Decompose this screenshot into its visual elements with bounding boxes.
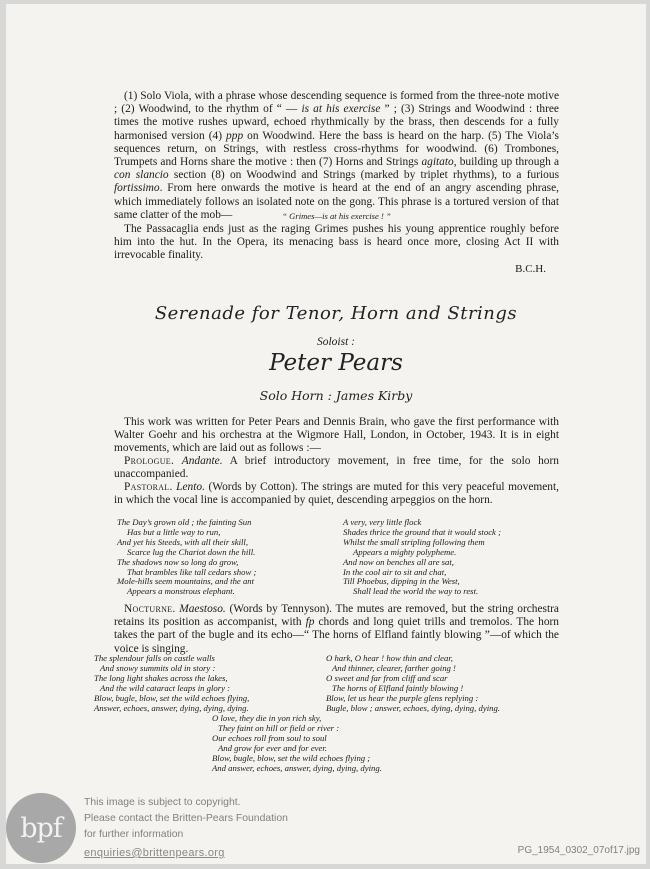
intro-text: on Woodwind. Here the bass is heard on the harp. (5) The Viola’s sequences return, on Strings, with restless cross-rhythms for woodwind. (6) Trombones, Trumpets and Horns share the motive : then (7) Horns and Strings (114, 129, 559, 169)
soloist-label: Soloist : (316, 336, 355, 348)
poem-line: Till Phoebus, dipping in the West, (343, 576, 460, 587)
nocturne-tempo: Maestoso. (179, 603, 226, 615)
intro-italic: is at his exercise (301, 103, 381, 116)
pastoral-text: (Words by Cotton). The strings are muted for this very peaceful movement, in which the vocal line is accompanied by quiet, descending arpeggios on the horn. (114, 481, 560, 507)
further-info-notice: for further information (84, 829, 184, 840)
intro-text: . From here onwards the motive is heard at the end of an angry ascending phrase, which immediately follows an isolated note on the gong. This phrase is a tortured version of that same clatter of the mob— (114, 182, 559, 221)
nocturne-paragraph (114, 603, 559, 656)
contact-email-link[interactable]: enquiries@brittenpears.org (84, 847, 225, 859)
intro-text: ” ; (3) Strings and Woodwind : three times the motive rushes upward, echoed rhythmically by the brass, then descends for a fully harmonised version (4) (114, 103, 559, 142)
serenade-title: Serenade for Tenor, Horn and Strings (154, 303, 518, 324)
nocturne-poem-center (212, 714, 382, 773)
nocturne-text: (Words by Tennyson). The mutes are removed, but the string orchestra retains its position as accompanist, with (114, 603, 559, 629)
poem-line: The splendour falls on castle walls (94, 653, 215, 663)
poem-line: Appears a mighty polypheme. (353, 546, 457, 557)
poem-line: The horns of Elfland faintly blowing ! (332, 682, 464, 693)
nocturne-text: chords and long quiet trills and tremolos. The horn takes the part of the bugle and its echo—“ The horns of Elfland faintly blowing ”—of which the voice is singing. (114, 616, 559, 655)
poem-line: The shadows now so long do grow, (117, 556, 239, 567)
intro-italic: fortissimo (114, 182, 160, 195)
poem-line: Bugle, blow ; answer, echoes, dying, dying, dying. (326, 702, 500, 713)
intro-text: (1) Solo Viola, with a phrase whose descending sequence is formed from the three-note motive ; (2) Woodwind, to the rhythm of “ — (114, 90, 559, 116)
pastoral-paragraph (114, 481, 559, 507)
prologue-paragraph (114, 455, 559, 481)
poem-line: Mole-hills seem mountains, and the ant (117, 576, 255, 587)
pastoral-tempo: Lento. (176, 481, 205, 493)
poem-line: O love, they die in yon rich sky, (212, 713, 322, 723)
soloist-name: Peter Pears (269, 350, 403, 376)
document-page (6, 4, 646, 864)
nocturne-poem-right (326, 654, 500, 713)
poem-line: Appears a monstrous elephant. (127, 586, 235, 597)
grimes-quote: “ Grimes—is at his exercise ! ” (282, 211, 391, 221)
bpf-logo: bpf (6, 793, 76, 863)
intro-paragraph (114, 90, 559, 222)
poem-line: The Day’s grown old ; the fainting Sun (117, 517, 252, 527)
passacaglia-text: The Passacaglia ends just as the raging Grimes pushes his young apprentice roughly before him into the hut. In the Opera, its menacing bass is heard once more, closing Act II with irrevocable finality. (114, 223, 559, 262)
poem-line: A very, very little flock (343, 517, 422, 527)
poem-line: Blow, bugle, blow, set the wild echoes flying, (94, 692, 250, 703)
signature: B.C.H. (515, 263, 546, 275)
poem-line: And the wild cataract leaps in glory : (100, 682, 231, 693)
pastoral-poem-right (343, 518, 501, 597)
serenade-intro (114, 416, 559, 456)
intro-italic: agitato (421, 156, 454, 169)
poem-line: In the cool air to sit and chat, (343, 566, 447, 577)
nocturne-poem-left (94, 654, 249, 713)
poem-line: And answer, echoes, answer, dying, dying, dying. (212, 762, 382, 773)
intro-italic: con slancio (114, 169, 169, 182)
prologue-label: Prologue. (124, 455, 175, 467)
poem-line: Answer, echoes, answer, dying, dying, dying. (94, 702, 249, 713)
pastoral-label: Pastoral. (124, 481, 173, 493)
poem-line: And yet his Steeds, with all their skill, (117, 536, 249, 547)
poem-line: And now on benches all are sat, (343, 556, 454, 567)
poem-line: Blow, let us hear the purple glens replying : (326, 692, 479, 703)
poem-line: Shall lead the world the way to rest. (353, 586, 479, 597)
poem-line: Blow, bugle, blow, set the wild echoes flying ; (212, 752, 371, 763)
poem-line: Our echoes roll from soul to soul (212, 732, 327, 743)
contact-notice: Please contact the Britten-Pears Foundation (84, 813, 288, 824)
poem-line: O hark, O hear ! how thin and clear, (326, 653, 453, 663)
nocturne-label: Nocturne. (124, 603, 176, 615)
prologue-text: A brief introductory movement, in free time, for the solo horn unaccompanied. (114, 455, 559, 481)
poem-line: Shades thrice the ground that it would stock ; (343, 526, 501, 537)
nocturne-fp: fp (305, 616, 315, 629)
poem-line: Has but a little way to run, (127, 526, 221, 537)
poem-line: That brambles like tall cedars show ; (127, 566, 257, 577)
poem-line: The long light shakes across the lakes, (94, 672, 228, 683)
copyright-notice: This image is subject to copyright. (84, 797, 241, 808)
intro-italic: ppp (226, 129, 244, 142)
poem-line: They faint on hill or field or river : (218, 722, 340, 733)
solo-horn: Solo Horn : James Kirby (259, 388, 413, 403)
poem-line: And grow for ever and for ever. (218, 742, 327, 753)
poem-line: O sweet and far from cliff and scar (326, 672, 448, 683)
intro-text: section (8) on Woodwind and Strings (marked by triplet rhythms), to a furious (168, 169, 559, 182)
pastoral-poem-left (117, 518, 256, 597)
poem-line: And thinner, clearer, farther going ! (332, 662, 456, 673)
intro-text: , building up through a (453, 156, 559, 169)
poem-line: Scarce lug the Chariot down the hill. (127, 546, 256, 557)
poem-line: And snowy summits old in story : (100, 662, 216, 673)
serenade-intro-text: This work was written for Peter Pears and Dennis Brain, who gave the first performance with Walter Goehr and his orchestra at the Wigmore Hall, London, in October, 1943. It is in eight movements, which are laid out as follows :— (114, 416, 559, 455)
file-name: PG_1954_0302_07of17.jpg (517, 845, 640, 856)
passacaglia-paragraph (114, 223, 559, 263)
poem-line: Whilst the small stripling following them (343, 536, 485, 547)
prologue-tempo: Andante. (181, 455, 223, 467)
